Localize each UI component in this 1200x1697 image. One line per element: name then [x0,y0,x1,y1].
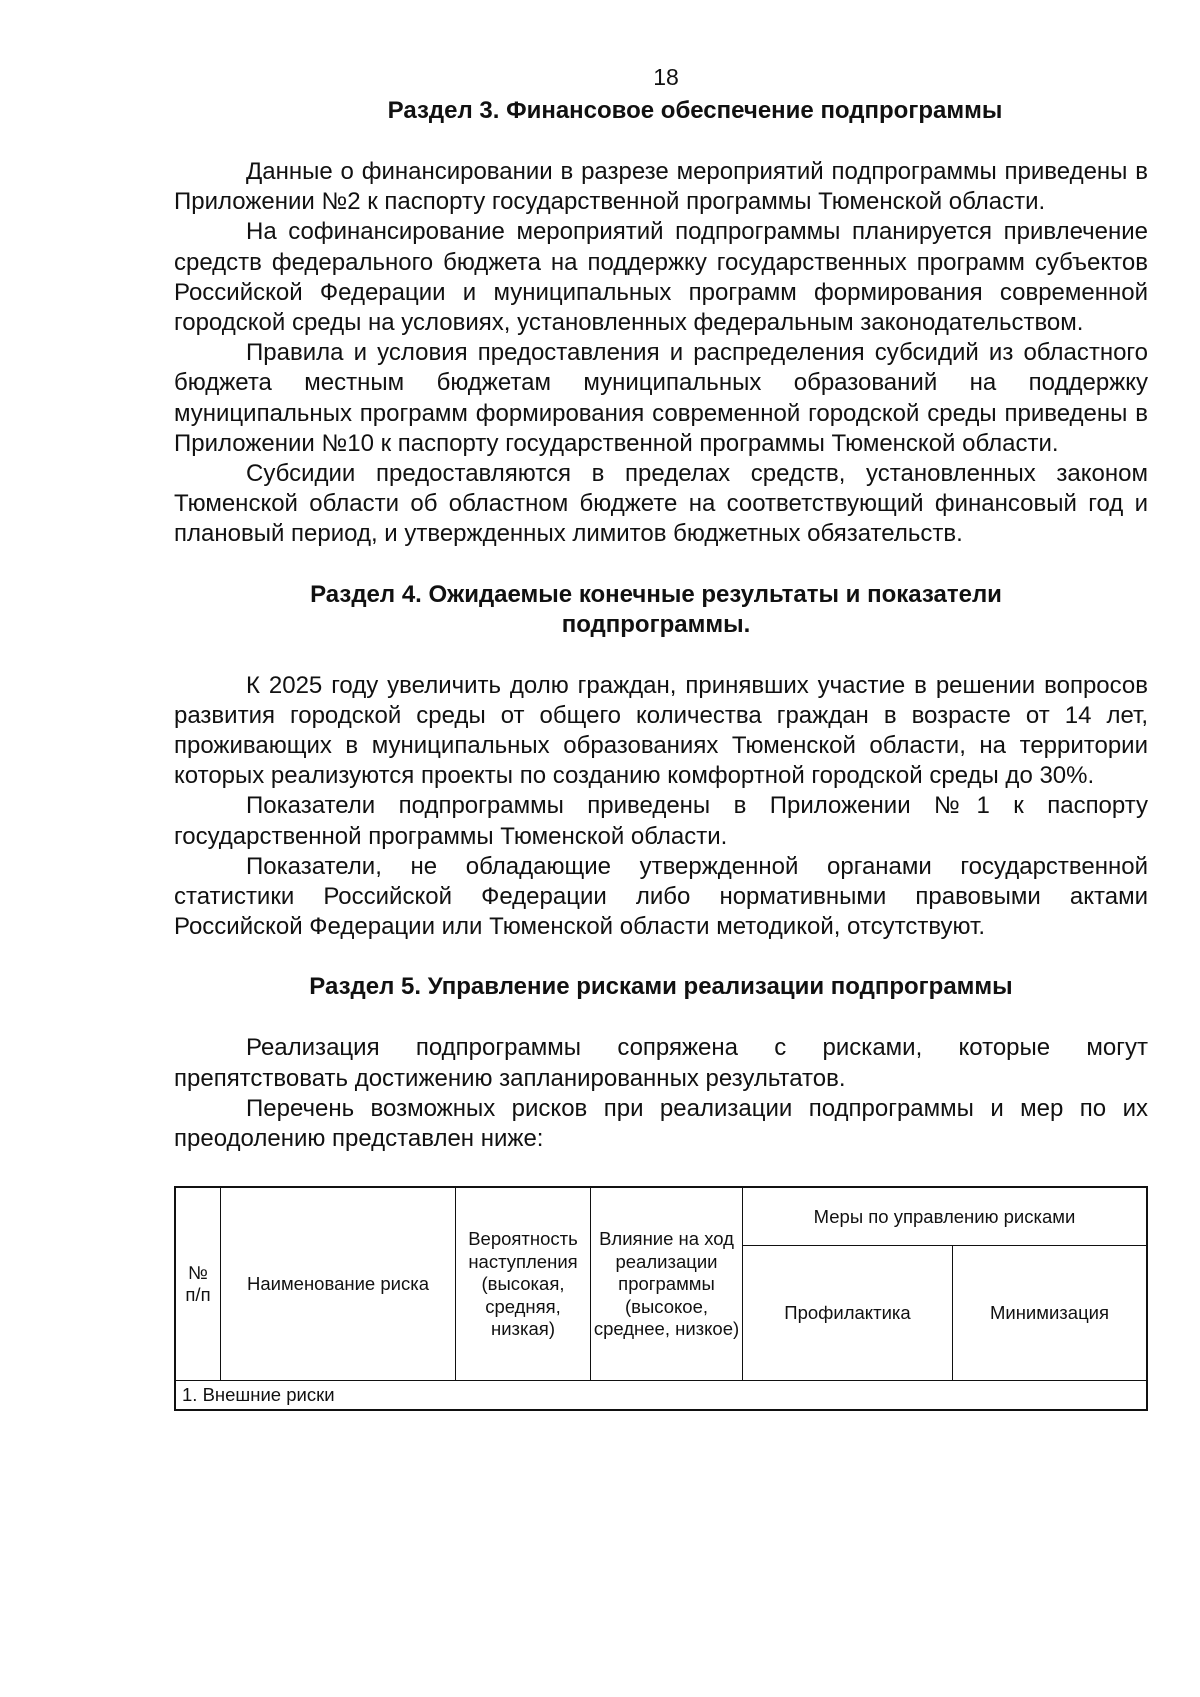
section-5 [174,972,1148,1154]
table-header-row [175,1187,1147,1246]
page-number: 18 [653,64,679,90]
section-3-paragraph: Данные о финансировании в разрезе мероприятий подпрограммы приведены в Приложении №2 к паспорту государственной программы Тюменской области. [174,158,1148,216]
section-4 [174,580,1148,943]
group-row-external-risks: 1. Внешние риски [175,1381,1147,1411]
spacer [174,126,1148,157]
header-measures: Меры по управлению рисками [743,1187,1148,1246]
header-risk-name: Наименование риска [221,1187,456,1381]
header-num: № п/п [175,1187,221,1381]
section-5-title: Раздел 5. Управление рисками реализации подпрограммы [309,973,1013,1001]
spacer [174,1002,1148,1033]
header-prevention: Профилактика [743,1246,953,1381]
section-3-paragraph: Правила и условия предоставления и распределения субсидий из областного бюджета местным бюджетам муниципальных образований на поддержку муниципальных программ формирования современной городской среды приведены в Приложении №10 к паспорту государственной программы Тюменской области. [174,339,1148,457]
table-row [175,1381,1147,1411]
header-minimization: Минимизация [953,1246,1148,1381]
section-3-paragraph: Субсидии предоставляются в пределах средств, установленных законом Тюменской области об областном бюджете на соответствующий финансовый год и плановый период, и утвержденных лимитов бюджетных обязательств. [174,460,1148,548]
section-4-paragraph: К 2025 году увеличить долю граждан, принявших участие в решении вопросов развития городской среды от общего количества граждан в возрасте от 14 лет, проживающих в муниципальных образованиях Тюменской области, на территории которых реализуются проекты по созданию комфортной городской среды до 30%. [174,671,1148,790]
section-3-title: Раздел 3. Финансовое обеспечение подпрограммы [387,97,1003,124]
section-5-paragraph: Реализация подпрограммы сопряжена с рисками, которые могут препятствовать достижению запланированных результатов. [174,1034,1148,1092]
section-4-title-line-1: Раздел 4. Ожидаемые конечные результаты и показатели [310,580,1002,608]
spacer [174,640,1148,671]
header-impact: Влияние на ход реализации программы (высокое, среднее, низкое) [591,1187,743,1381]
section-4-paragraph: Показатели, не обладающие утвержденной органами государственной статистики Российской Федерации либо нормативными правовыми актами Российской Федерации или Тюменской области методикой, отсутствуют. [174,852,1148,941]
document-page [174,64,1148,1411]
section-5-paragraph: Перечень возможных рисков при реализации подпрограммы и мер по их преодолению представлен ниже: [174,1094,1148,1153]
section-4-paragraph: Показатели подпрограммы приведены в Приложении №1 к паспорту государственной программы Тюменской области. [174,792,1148,850]
risk-table [174,1186,1148,1411]
section-4-title-line-2: подпрограммы. [561,610,751,638]
section-3-paragraph: На софинансирование мероприятий подпрограммы планируется привлечение средств федерального бюджета на поддержку государственных программ субъектов Российской Федерации и муниципальных программ формирования современной городской среды на условиях, установленных федеральным законодательством. [174,218,1148,337]
header-probability: Вероятность наступления (высокая, средняя, низкая) [456,1187,591,1381]
